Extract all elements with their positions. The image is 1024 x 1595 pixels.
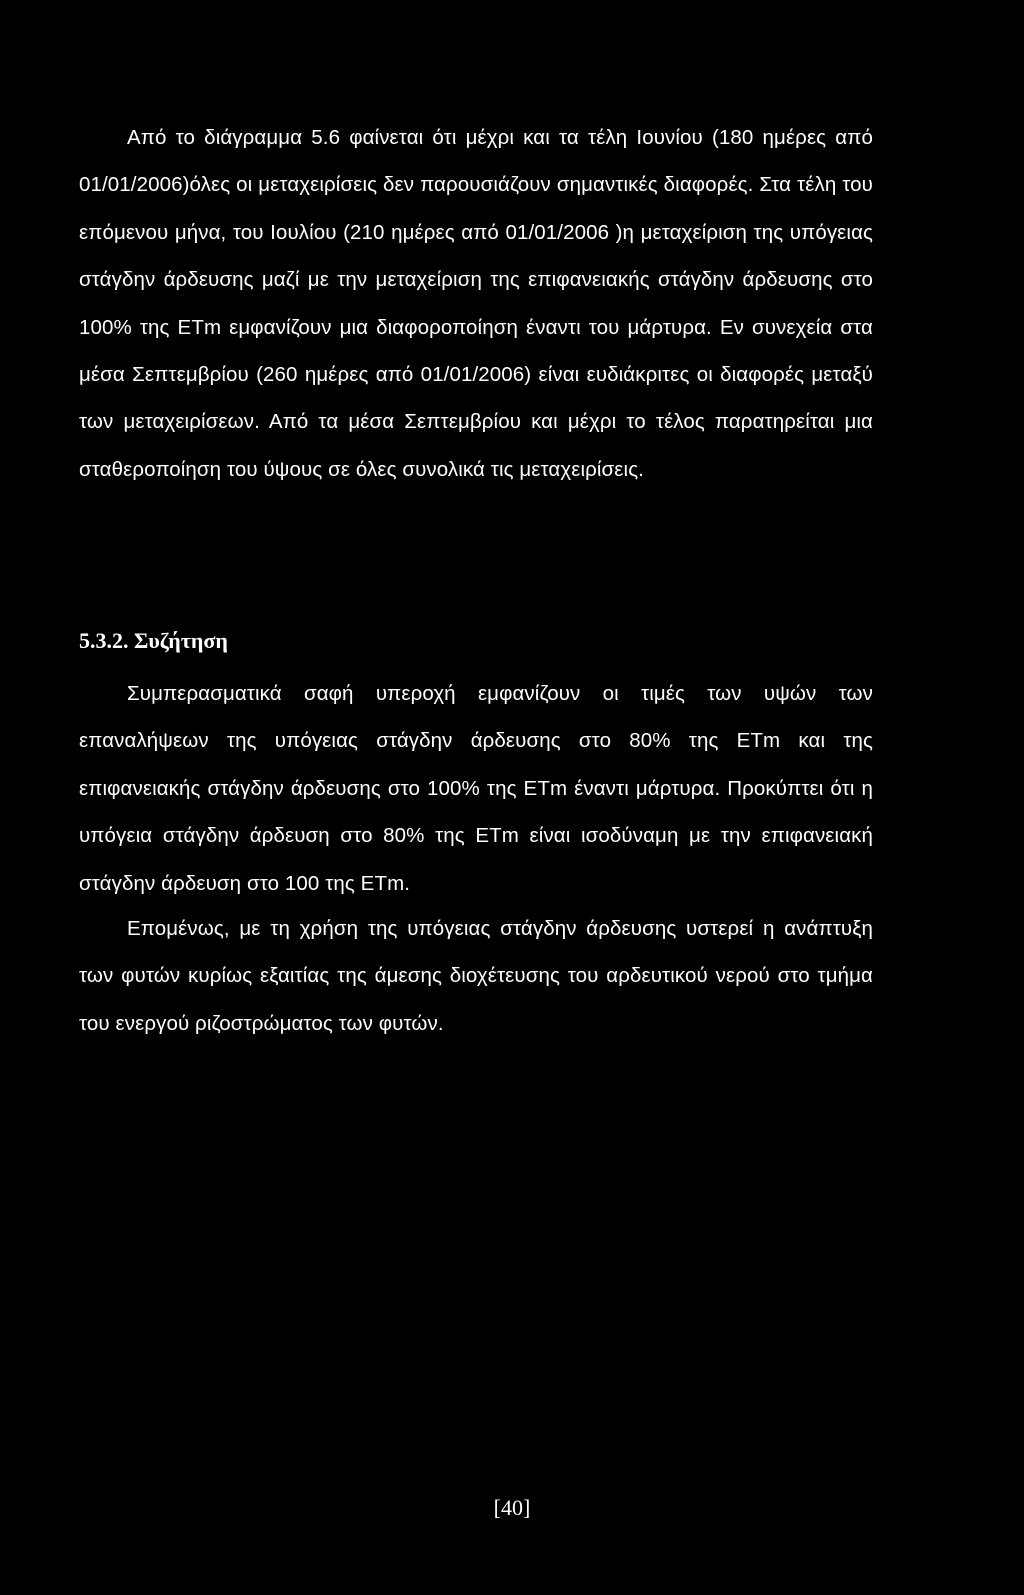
body-paragraph: Από το διάγραμμα 5.6 φαίνεται ότι μέχρι και τα τέλη Ιουνίου (180 ημέρες από 01/01/2006)όλες οι μεταχειρίσεις δεν παρουσιάζουν σημαντικές διαφορές. Στα τέλη του επόμενου μήνα, του Ιουλίου (210 ημέρες από 01/01/2006 )η μεταχείριση της υπόγειας στάγδην άρδευσης μαζί με την μεταχείριση της επιφανειακής στάγδην άρδευσης στο 100% της ETm εμφανίζουν μια διαφοροποίηση έναντι του μάρτυρα. Εν συνεχεία στα μέσα Σεπτεμβρίου (260 ημέρες από 01/01/2006) είναι ευδιάκριτες οι διαφορές μεταξύ των μεταχειρίσεων. Από τα μέσα Σεπτεμβρίου και μέχρι το τέλος παρατηρείται μια σταθεροποίηση του ύψους σε όλες συνολικά τις μεταχειρίσεις. <box>79 126 873 481</box>
discussion-paragraph: Επομένως, με τη χρήση της υπόγειας στάγδην άρδευσης υστερεί η ανάπτυξη των φυτών κυρίως εξαιτίας της άμεσης διοχέτευσης του αρδευτικού νερού στο τμήμα του ενεργού ριζοστρώματος των φυτών. <box>79 917 873 1035</box>
section-heading: 5.3.2. Συζήτηση <box>79 628 228 653</box>
discussion-paragraph: Συμπερασματικά σαφή υπεροχή εμφανίζουν οι τιμές των υψών των επαναλήψεων της υπόγειας στάγδην άρδευσης στο 80% της ETm και της επιφανειακής στάγδην άρδευσης στο 100% της ETm έναντι μάρτυρα. Προκύπτει ότι η υπόγεια στάγδην άρδευση στο 80% της ETm είναι ισοδύναμη με την επιφανειακή στάγδην άρδευση στο 100 της ETm. <box>79 682 873 895</box>
page-number: [40] <box>493 1495 531 1520</box>
